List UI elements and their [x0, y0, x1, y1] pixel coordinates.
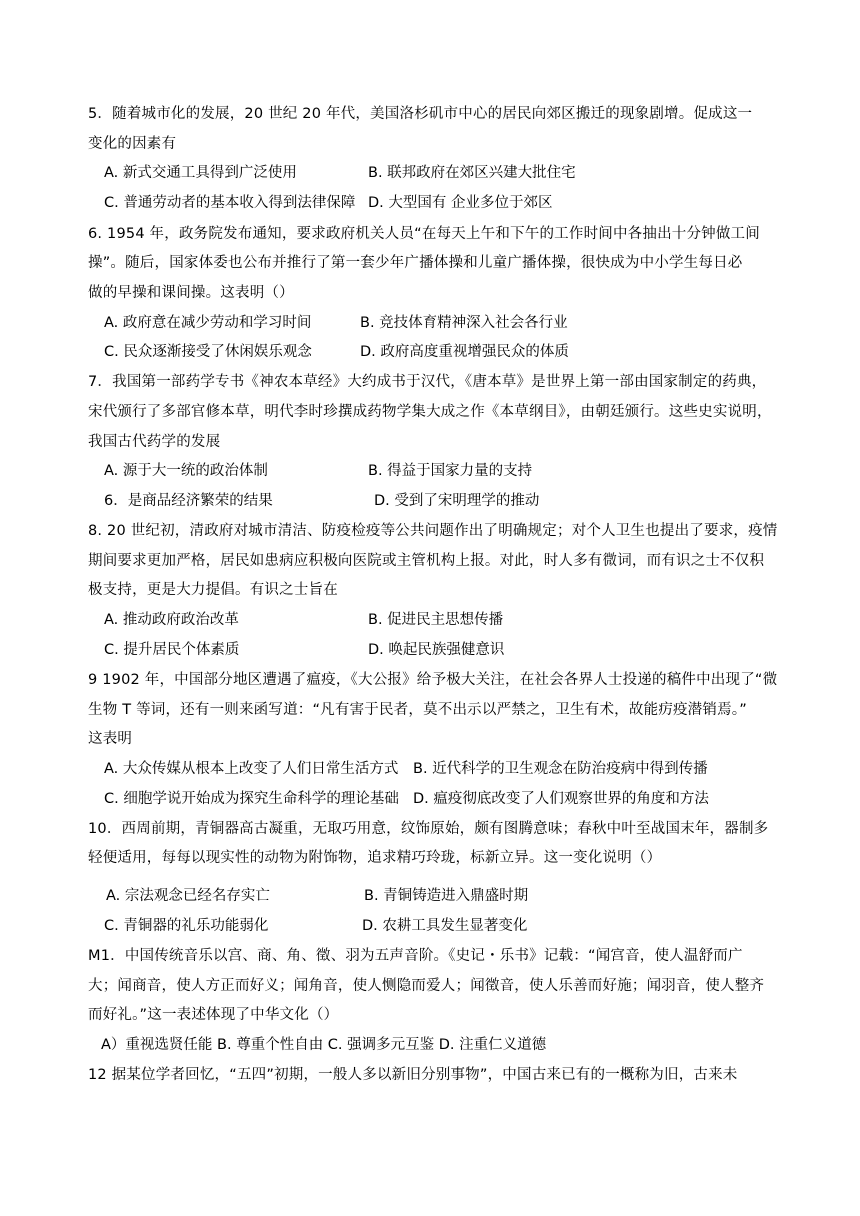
option-b: B. 竞技体育精神深入社会各行业 — [360, 315, 568, 331]
question-stem-line: 期间要求更加严格，居民如患病应积极向医院或主管机构上报。对此，时人多有微词，而有识之士不仅积 — [88, 553, 765, 569]
option-a: A. 政府意在减少劳动和学习时间 — [104, 315, 312, 331]
option-d: D. 唤起民族强健意识 — [368, 642, 505, 658]
question-stem-line: 变化的因素有 — [88, 136, 177, 152]
option-c: C. 民众逐渐接受了休闲娱乐观念 — [104, 344, 312, 360]
question-stem-line: 而好礼。”这一表述体现了中华文化（） — [88, 1007, 339, 1023]
question-stem-line: 7．我国第一部药学专书《神农本草经》大约成书于汉代，《唐本草》是世界上第一部由国家制定的药典， — [88, 374, 767, 390]
option-d: D. 瘟疫彻底改变了人们观察世界的角度和方法 — [413, 791, 709, 807]
option-b: B. 近代科学的卫生观念在防治疫病中得到传播 — [413, 761, 708, 777]
option-a: A. 源于大一统的政治体制 — [104, 463, 268, 479]
question-stem-line: 大；闻商音，使人方正而好义；闻角音，使人恻隐而爱人；闻徵音，使人乐善而好施；闻羽音，使人整齐 — [88, 978, 765, 994]
question-stem-line: 生物 T 等词，还有一则来函写道：“凡有害于民者，莫不出示以严禁之，卫生有术，故能疠疫潜销焉。” — [88, 702, 747, 718]
question-stem-line: 8. 20 世纪初，清政府对城市清洁、防疫检疫等公共问题作出了明确规定；对个人卫生也提出了要求，疫情 — [88, 523, 778, 539]
option-c: C. 普通劳动者的基本收入得到法律保障 — [104, 195, 356, 211]
question-stem-line: 我国古代药学的发展 — [88, 434, 221, 450]
question-stem-line: 6. 1954 年，政务院发布通知，要求政府机关人员“在每天上午和下午的工作时间中各抽出十分钟做工间 — [88, 226, 760, 242]
question-stem-line: 操”。随后，国家体委也公布并推行了第一套少年广播体操和儿童广播体操，很快成为中小学生每日必 — [88, 255, 743, 271]
question-stem-line: 12 据某位学者回忆，“五四”初期，一般人多以新旧分别事物”，中国古来已有的一概称为旧，古来未 — [88, 1067, 738, 1083]
question-stem-line: 这表明 — [88, 731, 133, 747]
question-stem-line: 9 1902 年，中国部分地区遭遇了瘟疫，《大公报》给予极大关注，在社会各界人士投递的稿件中出现了“微 — [88, 672, 778, 688]
option-b: B. 青铜铸造进入鼎盛时期 — [364, 888, 529, 904]
option-a: A. 推动政府政治改革 — [104, 612, 239, 628]
option-c: C. 青铜器的礼乐功能弱化 — [104, 918, 269, 934]
option-d: D. 政府高度重视增强民众的体质 — [360, 344, 569, 360]
question-stem-line: 5．随着城市化的发展，20 世纪 20 年代，美国洛杉矶市中心的居民向郊区搬迁的现象剧增。促成这一 — [88, 106, 753, 122]
option-c: C. 提升居民个体素质 — [104, 642, 240, 658]
question-stem-line: 做的早操和课间操。这表明（） — [88, 285, 294, 301]
option-b: B. 得益于国家力量的支持 — [368, 463, 533, 479]
question-stem-line: 轻便适用，每每以现实性的动物为附饰物，追求精巧玲珑，标新立异。这一变化说明（） — [88, 850, 662, 866]
option-c: 6．是商品经济繁荣的结果 — [104, 493, 273, 509]
option-a: A. 新式交通工具得到广泛使用 — [104, 165, 297, 181]
option-b: B. 促进民主思想传播 — [368, 612, 504, 628]
option-c: C. 细胞学说开始成为探究生命科学的理论基础 — [104, 791, 399, 807]
option-d: D. 农耕工具发生显著变化 — [362, 918, 528, 934]
question-stem-line: 10．西周前期，青铜器高古凝重，无取巧用意，纹饰原始，颇有图腾意味；春秋中叶至战国末年，器制多 — [88, 821, 769, 837]
option-b: B. 联邦政府在郊区兴建大批住宅 — [368, 165, 576, 181]
question-stem-line: 宋代颁行了多部官修本草，明代李时珍撰成药物学集大成之作《本草纲目》，由朝廷颁行。这些史实说明， — [88, 404, 772, 420]
option-d: D. 受到了宋明理学的推动 — [374, 493, 540, 509]
options-row: A）重视选贤任能 B. 尊重个性自由 C. 强调多元互鉴 D. 注重仁义道德 — [101, 1037, 547, 1053]
option-d: D. 大型国有 企业多位于郊区 — [368, 195, 553, 211]
question-stem-line: 极支持，更是大力提倡。有识之士旨在 — [88, 582, 338, 598]
option-a: A. 大众传媒从根本上改变了人们日常生活方式 — [104, 761, 399, 777]
question-stem-line: M1．中国传统音乐以宫、商、角、徵、羽为五声音阶。《史记・乐书》记载：“闻宫音，使人温舒而广 — [88, 948, 743, 964]
option-a: A. 宗法观念已经名存实亡 — [106, 888, 270, 904]
